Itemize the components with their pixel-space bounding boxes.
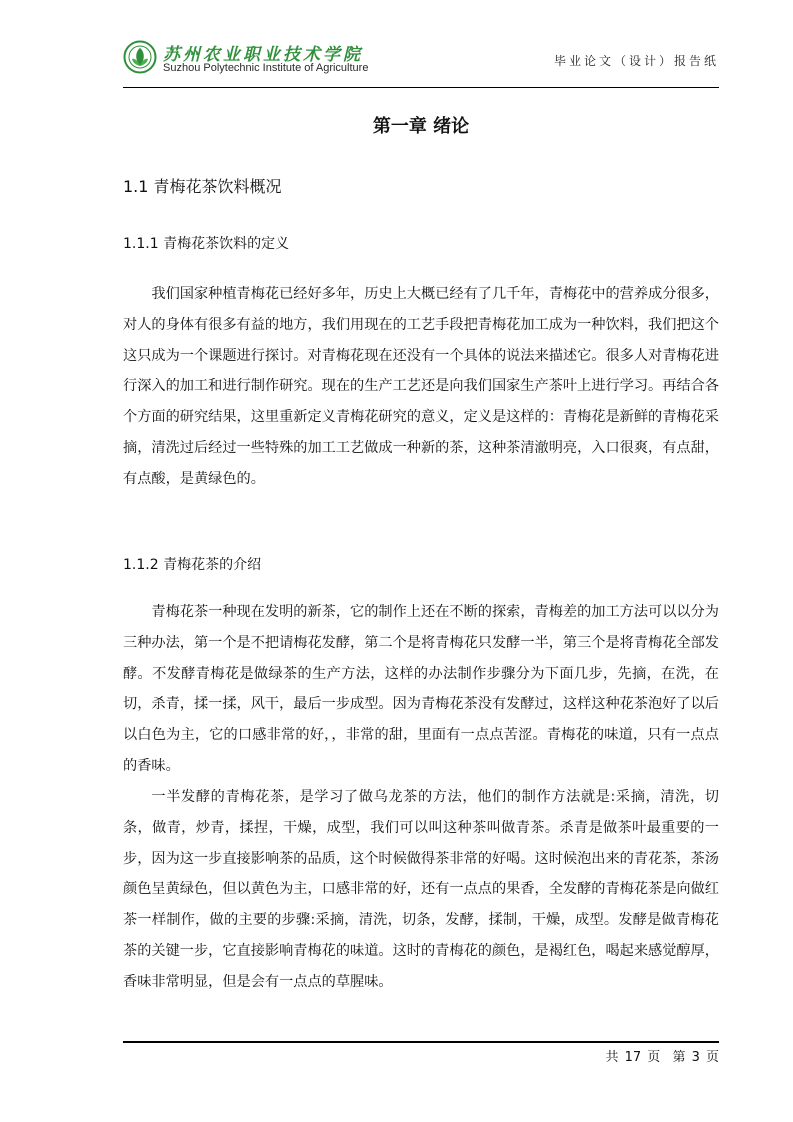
school-name-en: Suzhou Polytechnic Institute of Agriculture (163, 62, 369, 74)
paragraph-definition: 我们国家种植青梅花已经好多年，历史上大概已经有了几千年，青梅花中的营养成分很多，对人的身体有很多有益的地方，我们用现在的工艺手段把青梅花加工成为一种饮料，我们把这个这只成为一个课题进行探讨。对青梅花现在还没有一个具体的说法来描述它。很多人对青梅花进行深入的加工和进行制作研究。现在的生产工艺还是向我们国家生产茶叶上进行学习。再结合各个方面的研究结果，这里重新定义青梅花研究的意义，定义是这样的：青梅花是新鲜的青梅花采摘，清洗过后经过一些特殊的加工工艺做成一种新的茶，这种茶清澈明亮，入口很爽，有点甜，有点酸，是黄绿色的。 (123, 286, 719, 487)
chapter-title: 第一章 绪论 (372, 116, 470, 137)
header-divider (123, 87, 719, 88)
section-heading: 1.1 青梅花茶饮料概况 (123, 177, 282, 196)
page-number: 第 3 页 (672, 1050, 719, 1065)
paragraph-intro-1: 青梅花茶一种现在发明的新茶，它的制作上还在不断的探索，青梅差的加工方法可以以分为三种办法，第一个是不把请梅花发酵，第二个是将青梅花只发酵一半，第三个是将青梅花全部发酵。不发酵青梅花是做绿茶的生产方法，这样的办法制作步骤分为下面几步，先摘，在洗，在切，杀青，揉一揉，风干，最后一步成型。因为青梅花茶没有发酵过，这样这种花茶泡好了以后以白色为主，它的口感非常的好，，非常的甜，里面有一点点苦涩。青梅花的味道，只有一点点的香味。 (123, 604, 719, 774)
school-emblem-icon (123, 40, 157, 74)
footer-divider (123, 1041, 719, 1043)
school-name-cn: 苏州农业职业技术学院 (163, 45, 363, 65)
subsection-heading-2: 1.1.2 青梅花茶的介绍 (123, 557, 262, 573)
paragraph-intro-2: 一半发酵的青梅花茶，是学习了做乌龙茶的方法，他们的制作方法就是:采摘，清洗，切条，做青，炒青，揉捏，干燥，成型，我们可以叫这种茶叫做青茶。杀青是做茶叶最重要的一步，因为这一步直接影响茶的品质，这个时候做得茶非常的好喝。这时候泡出来的青花茶，茶汤颜色呈黄绿色，但以黄色为主，口感非常的好，还有一点点的果香，全发酵的青梅花茶是向做红茶一样制作，做的主要的步骤:采摘，清洗，切条，发酵，揉制，干燥，成型。发酵是做青梅花茶的关键一步，它直接影响青梅花的味道。这时的青梅花的颜色，是褐红色，喝起来感觉醇厚，香味非常明显，但是会有一点点的草腥味。 (123, 789, 719, 990)
document-type-label: 毕业论文（设计）报告纸 (553, 54, 719, 68)
total-pages: 共 17 页 (605, 1050, 661, 1065)
page-header (123, 38, 719, 88)
subsection-heading-1: 1.1.1 青梅花茶饮料的定义 (123, 236, 290, 252)
page-footer (600, 1046, 720, 1065)
